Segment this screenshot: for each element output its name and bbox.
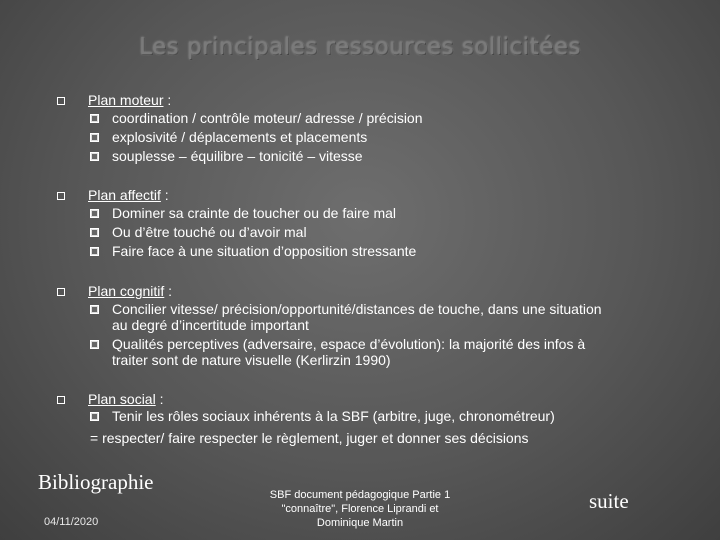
bibliography-link[interactable]: Bibliographie [38,470,154,494]
section-heading: Plan social : [88,391,164,407]
next-link[interactable]: suite [589,489,629,513]
checkbox-bullet-icon [90,412,100,422]
square-bullet-icon [57,192,65,200]
footer-line: "connaître", Florence Liprandi et [281,503,439,515]
section-heading: Plan cognitif : [88,283,173,299]
square-bullet-icon [57,97,65,105]
footer-line: Dominique Martin [316,517,404,529]
checkbox-bullet-icon [90,247,100,257]
checkbox-bullet-icon [90,305,100,315]
checkbox-bullet-icon [90,114,100,124]
checkbox-bullet-icon [90,133,100,143]
section-summary-text: = respecter/ faire respecter le règlement, juger et donner ses décisions [90,430,529,446]
slide-date: 04/11/2020 [44,516,99,528]
square-bullet-icon [57,288,65,296]
footer-credit [250,488,470,530]
square-bullet-icon [57,396,65,404]
checkbox-bullet-icon [90,228,100,238]
checkbox-bullet-icon [90,209,100,219]
checkbox-bullet-icon [90,340,100,350]
section-heading: Plan affectif : [88,187,169,203]
footer-line: SBF document pédagogique Partie 1 [269,489,451,501]
checkbox-bullet-icon [90,152,100,162]
section-heading: Plan moteur : [88,92,172,108]
slide-title: Les principales ressources sollicitées [139,34,581,60]
